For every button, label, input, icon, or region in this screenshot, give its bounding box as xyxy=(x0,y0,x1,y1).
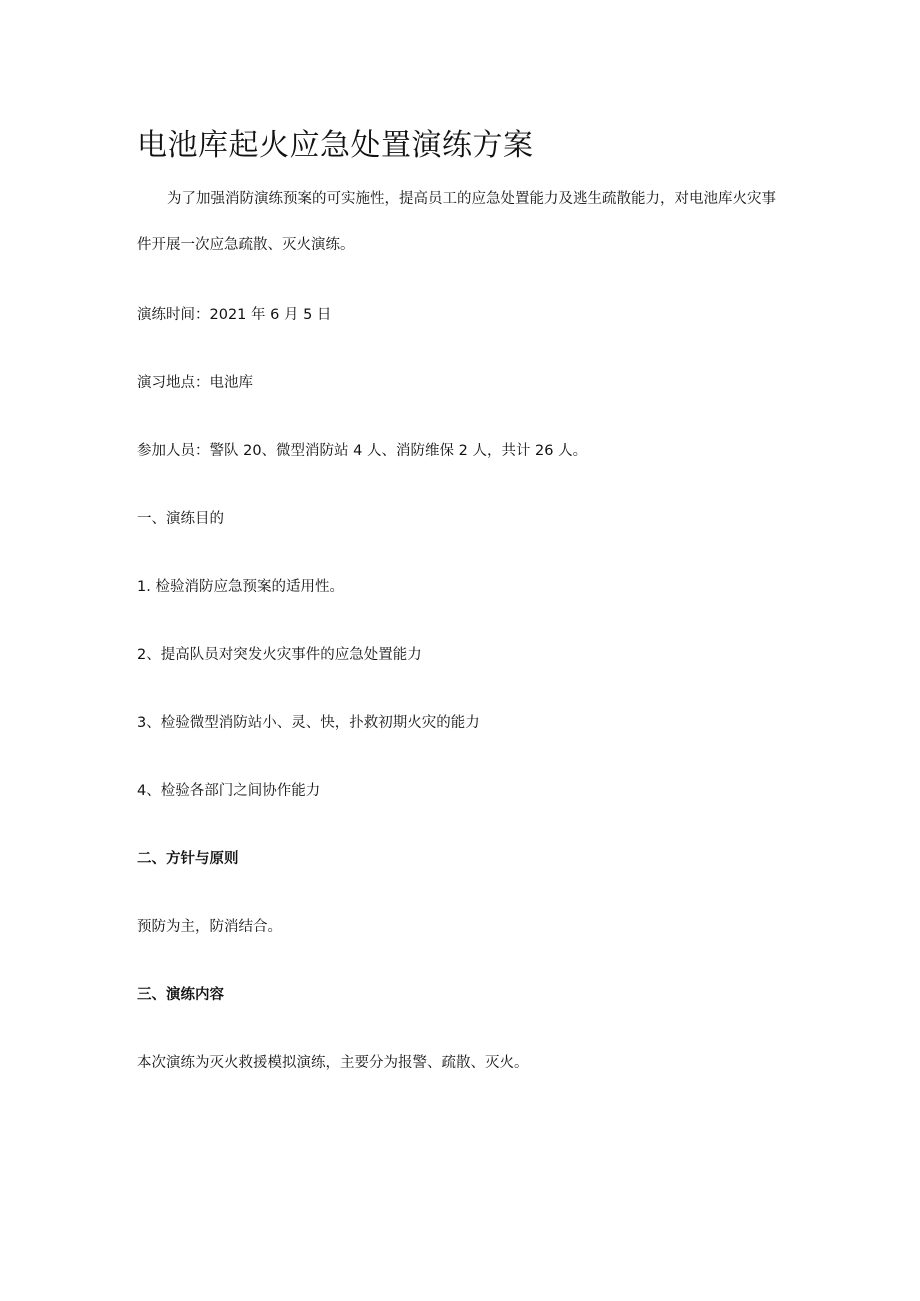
content-text: 本次演练为灭火救援模拟演练，主要分为报警、疏散、灭火。 xyxy=(137,1055,529,1071)
purpose-item: 4、检验各部门之间协作能力 xyxy=(137,783,321,799)
participants: 参加人员：警队 20、微型消防站 4 人、消防维保 2 人，共计 26 人。 xyxy=(137,443,588,459)
section-heading-principles: 二、方针与原则 xyxy=(137,851,239,867)
section-heading-content: 三、演练内容 xyxy=(137,987,224,1003)
purpose-item: 2、提高队员对突发火灾事件的应急处置能力 xyxy=(137,647,422,663)
drill-location: 演习地点：电池库 xyxy=(137,375,253,391)
document-title: 电池库起火应急处置演练方案 xyxy=(137,128,534,163)
purpose-item: 1. 检验消防应急预案的适用性。 xyxy=(137,579,344,595)
intro-paragraph: 为了加强消防演练预案的可实施性，提高员工的应急处置能力及逃生疏散能力，对电池库火灾事件开展一次应急疏散、灭火演练。 xyxy=(137,191,776,253)
drill-time: 演练时间：2021 年 6 月 5 日 xyxy=(137,307,332,323)
section-heading-purpose: 一、演练目的 xyxy=(137,511,224,527)
purpose-item: 3、检验微型消防站小、灵、快，扑救初期火灾的能力 xyxy=(137,715,480,731)
principles-text: 预防为主，防消结合。 xyxy=(137,919,282,935)
